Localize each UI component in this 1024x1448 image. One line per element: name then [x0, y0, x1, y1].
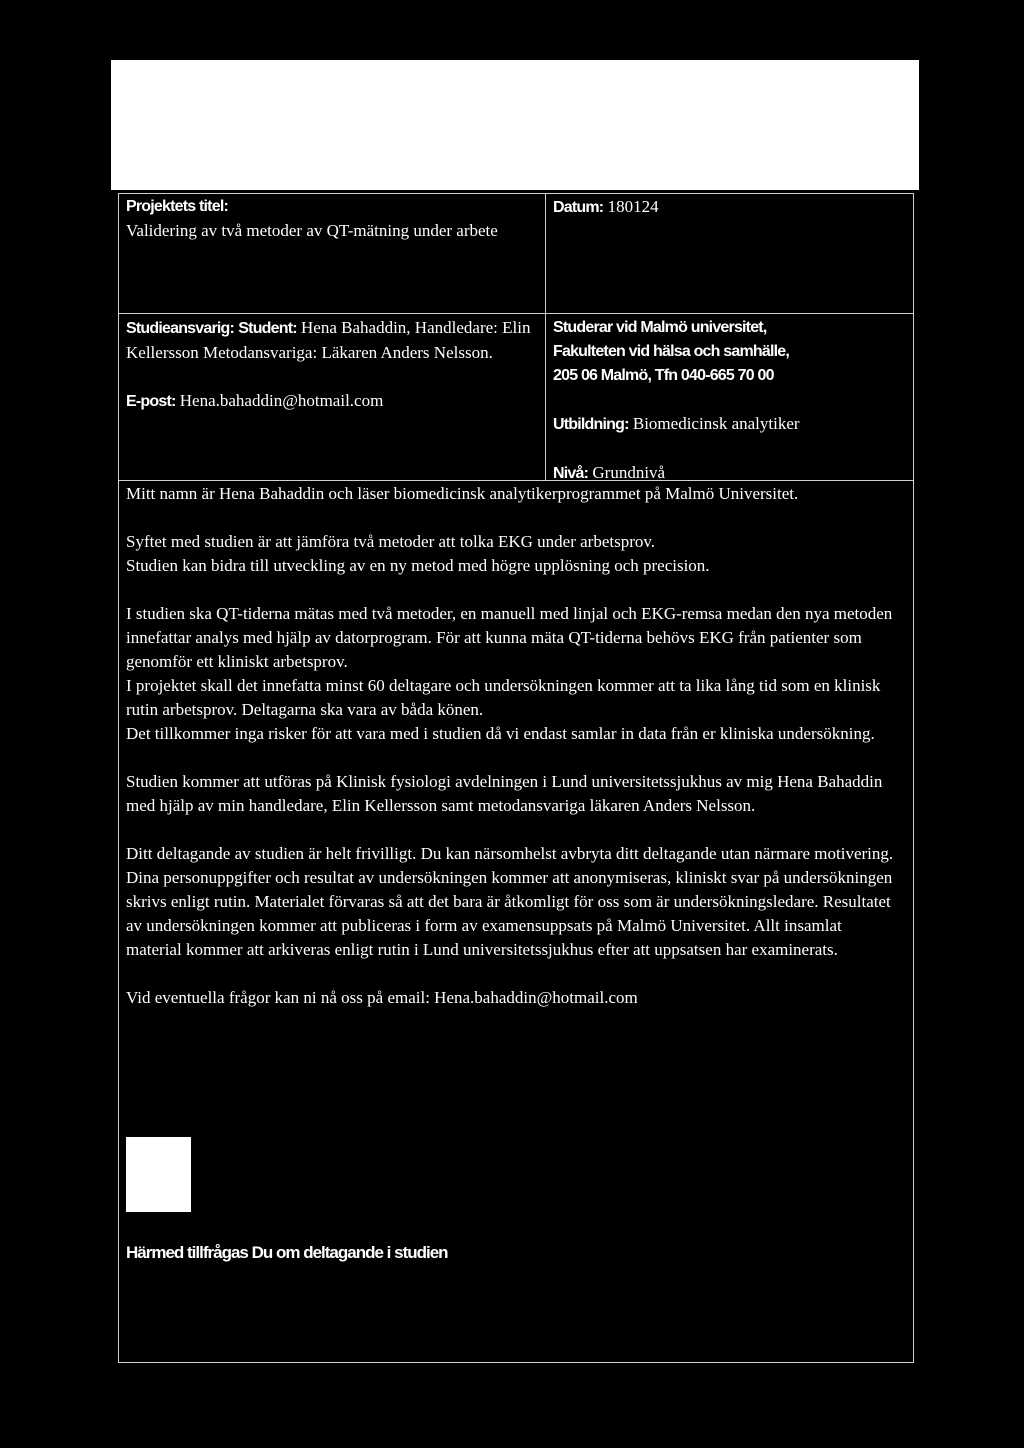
- contact-paragraph: Vid eventuella frågor kan ni nå oss på email: Hena.bahaddin@hotmail.com: [126, 988, 638, 1007]
- date-label: Datum:: [553, 199, 604, 216]
- studies-line-2: Fakulteten vid hälsa och samhälle,: [553, 343, 790, 360]
- intro-paragraph: Mitt namn är Hena Bahaddin och läser biomedicinsk analytikerprogrammet på Malmö Universitet.: [126, 484, 799, 503]
- studies-line-3: 205 06 Malmö, Tfn 040-665 70 00: [553, 367, 774, 384]
- responsible-label: Studieansvarig:: [126, 320, 235, 337]
- white-square-mark: [126, 1137, 191, 1212]
- consent-paragraph: Ditt deltagande av studien är helt frivilligt. Du kan närsomhelst avbryta ditt deltagande utan närmare motivering. Dina personuppgifter och resultat av undersökningen kommer att anonymiseras, kliniskt svar på undersökningen skrivs enligt rutin. Materialet förvaras så att det bara är åtkomligt för oss som är undersökningsledare. Resultatet av undersökningen kommer att publiceras i form av examensuppsats på Malmö Universitet. Allt insamlat material kommer att arkiveras enligt rutin i Lund universitetssjukhus efter att uppsatsen har examinerats.: [126, 844, 894, 959]
- responsible-cell: [126, 316, 536, 414]
- project-title-label: Projektets titel:: [126, 198, 228, 215]
- email-value: Hena.bahaddin@hotmail.com: [179, 391, 384, 410]
- row-divider-1: [118, 313, 914, 314]
- purpose-line-1: Syftet med studien är att jämföra två metoder att tolka EKG under arbetsprov.: [126, 532, 656, 551]
- studies-cell: [553, 316, 908, 486]
- method-paragraph: [126, 602, 901, 746]
- education-label: Utbildning:: [553, 416, 629, 433]
- student-label: Student:: [238, 320, 297, 337]
- email-line: [126, 389, 536, 414]
- column-divider: [545, 193, 546, 480]
- education-value: Biomedicinsk analytiker: [632, 414, 800, 433]
- header-white-box: [111, 60, 919, 190]
- purpose-paragraph: [126, 530, 901, 578]
- project-title-cell: [126, 195, 536, 243]
- method-part-2: I projektet skall det innefatta minst 60 deltagare och undersökningen kommer att ta lika lång tid som en klinisk rutin arbetsprov. Deltagarna ska vara av båda könen.: [126, 676, 881, 719]
- method-part-1: I studien ska QT-tiderna mätas med två metoder, en manuell med linjal och EKG-remsa medan den nya metoden innefattar analys med hjälp av datorprogram. För att kunna mäta QT-tiderna behövs EKG från patienter som genomför ett kliniskt arbetsprov.: [126, 604, 893, 671]
- purpose-line-2: Studien kan bidra till utveckling av en ny metod med högre upplösning och precision.: [126, 556, 710, 575]
- responsible-names: Hena Bahaddin, Handledare: Elin Kellersson Metodansvariga: Läkaren Anders Nelsson.: [126, 318, 531, 362]
- email-label: E-post:: [126, 393, 176, 410]
- level-value: Grundnivå: [592, 463, 666, 482]
- studies-line-1: Studerar vid Malmö universitet,: [553, 319, 767, 336]
- closing-statement: Härmed tillfrågas Du om deltagande i studien: [126, 1243, 448, 1262]
- method-part-3: Det tillkommer inga risker för att vara med i studien då vi endast samlar in data från er kliniska undersökning.: [126, 724, 875, 743]
- location-paragraph: Studien kommer att utföras på Klinisk fysiologi avdelningen i Lund universitetssjukhus av mig Hena Bahaddin med hjälp av min handledare, Elin Kellersson samt metodansvariga läkaren Anders Nelsson.: [126, 772, 883, 815]
- project-title-value: Validering av två metoder av QT-mätning under arbete: [126, 221, 498, 240]
- responsible-text: [126, 316, 536, 365]
- information-body: [126, 482, 901, 1034]
- date-value: 180124: [607, 197, 659, 216]
- education-line: [553, 412, 908, 437]
- date-cell: [553, 195, 903, 220]
- level-label: Nivå:: [553, 465, 589, 482]
